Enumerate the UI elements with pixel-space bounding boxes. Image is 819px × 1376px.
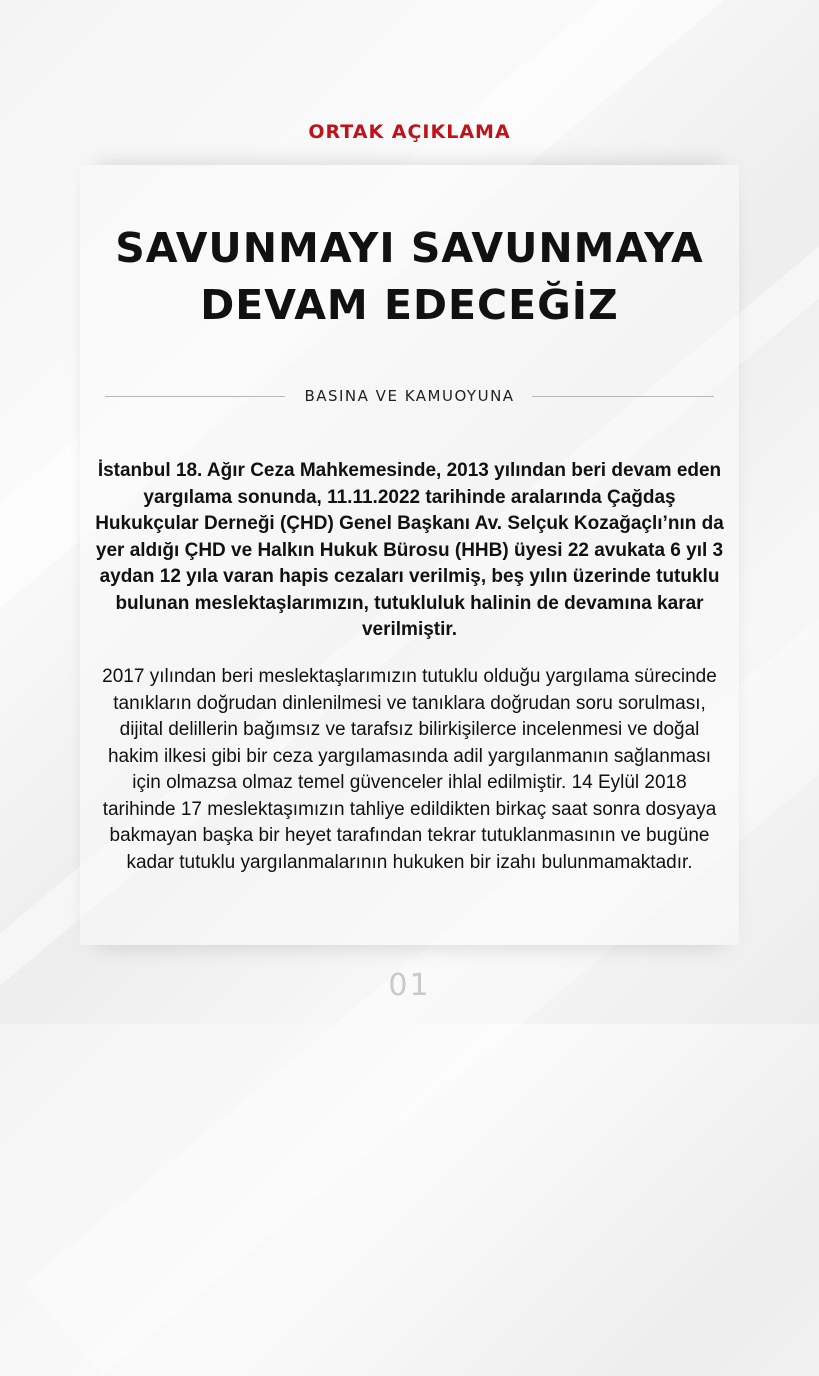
header-label: ORTAK AÇIKLAMA — [308, 121, 511, 143]
title-line-1: SAVUNMAYI SAVUNMAYA — [115, 224, 704, 272]
page-title — [0, 220, 819, 334]
page-number: 01 — [388, 968, 431, 1003]
subtitle: BASINA VE KAMUOYUNA — [304, 387, 515, 405]
paragraph-2: 2017 yılından beri meslektaşlarımızın tutuklu olduğu yargılama sürecinde tanıkların doğrudan dinlenilmesi ve tanıklara doğrudan soru sorulması, dijital delillerin bağımsız ve tarafsız bilirkişilerce incelenmesi ve doğal hakim ilkesi gibi bir ceza yargılamasında adil yargılanmanın sağlanması için olmazsa olmaz temel güvenceler ihlal edilmiştir. 14 Eylül 2018 tarihinde 17 meslektaşımızın tahliye edildikten birkaç saat sonra dosyaya bakmayan başka bir heyet tarafından tekrar tutuklanmasının ve bugüne kadar tutuklu yargılanmalarının hukuken bir izahı bulunmamaktadır. — [102, 666, 717, 873]
divider-line-right — [532, 396, 714, 397]
paragraph-1: İstanbul 18. Ağır Ceza Mahkemesinde, 2013 yılından beri devam eden yargılama sonunda, 11.11.2022 tarihinde aralarında Çağdaş Hukukçular Derneği (ÇHD) Genel Başkanı Av. Selçuk Kozağaçlı’nın da yer aldığı ÇHD ve Halkın Hukuk Bürosu (HHB) üyesi 22 avukata 6 yıl 3 aydan 12 yıla varan hapis cezaları verilmiş, beş yılın üzerinde tutuklu bulunan meslektaşlarımızın, tutukluluk halinin de devamına karar verilmiştir. — [95, 460, 724, 640]
subtitle-divider — [105, 384, 714, 408]
title-line-2: DEVAM EDECEĞİZ — [200, 281, 619, 329]
